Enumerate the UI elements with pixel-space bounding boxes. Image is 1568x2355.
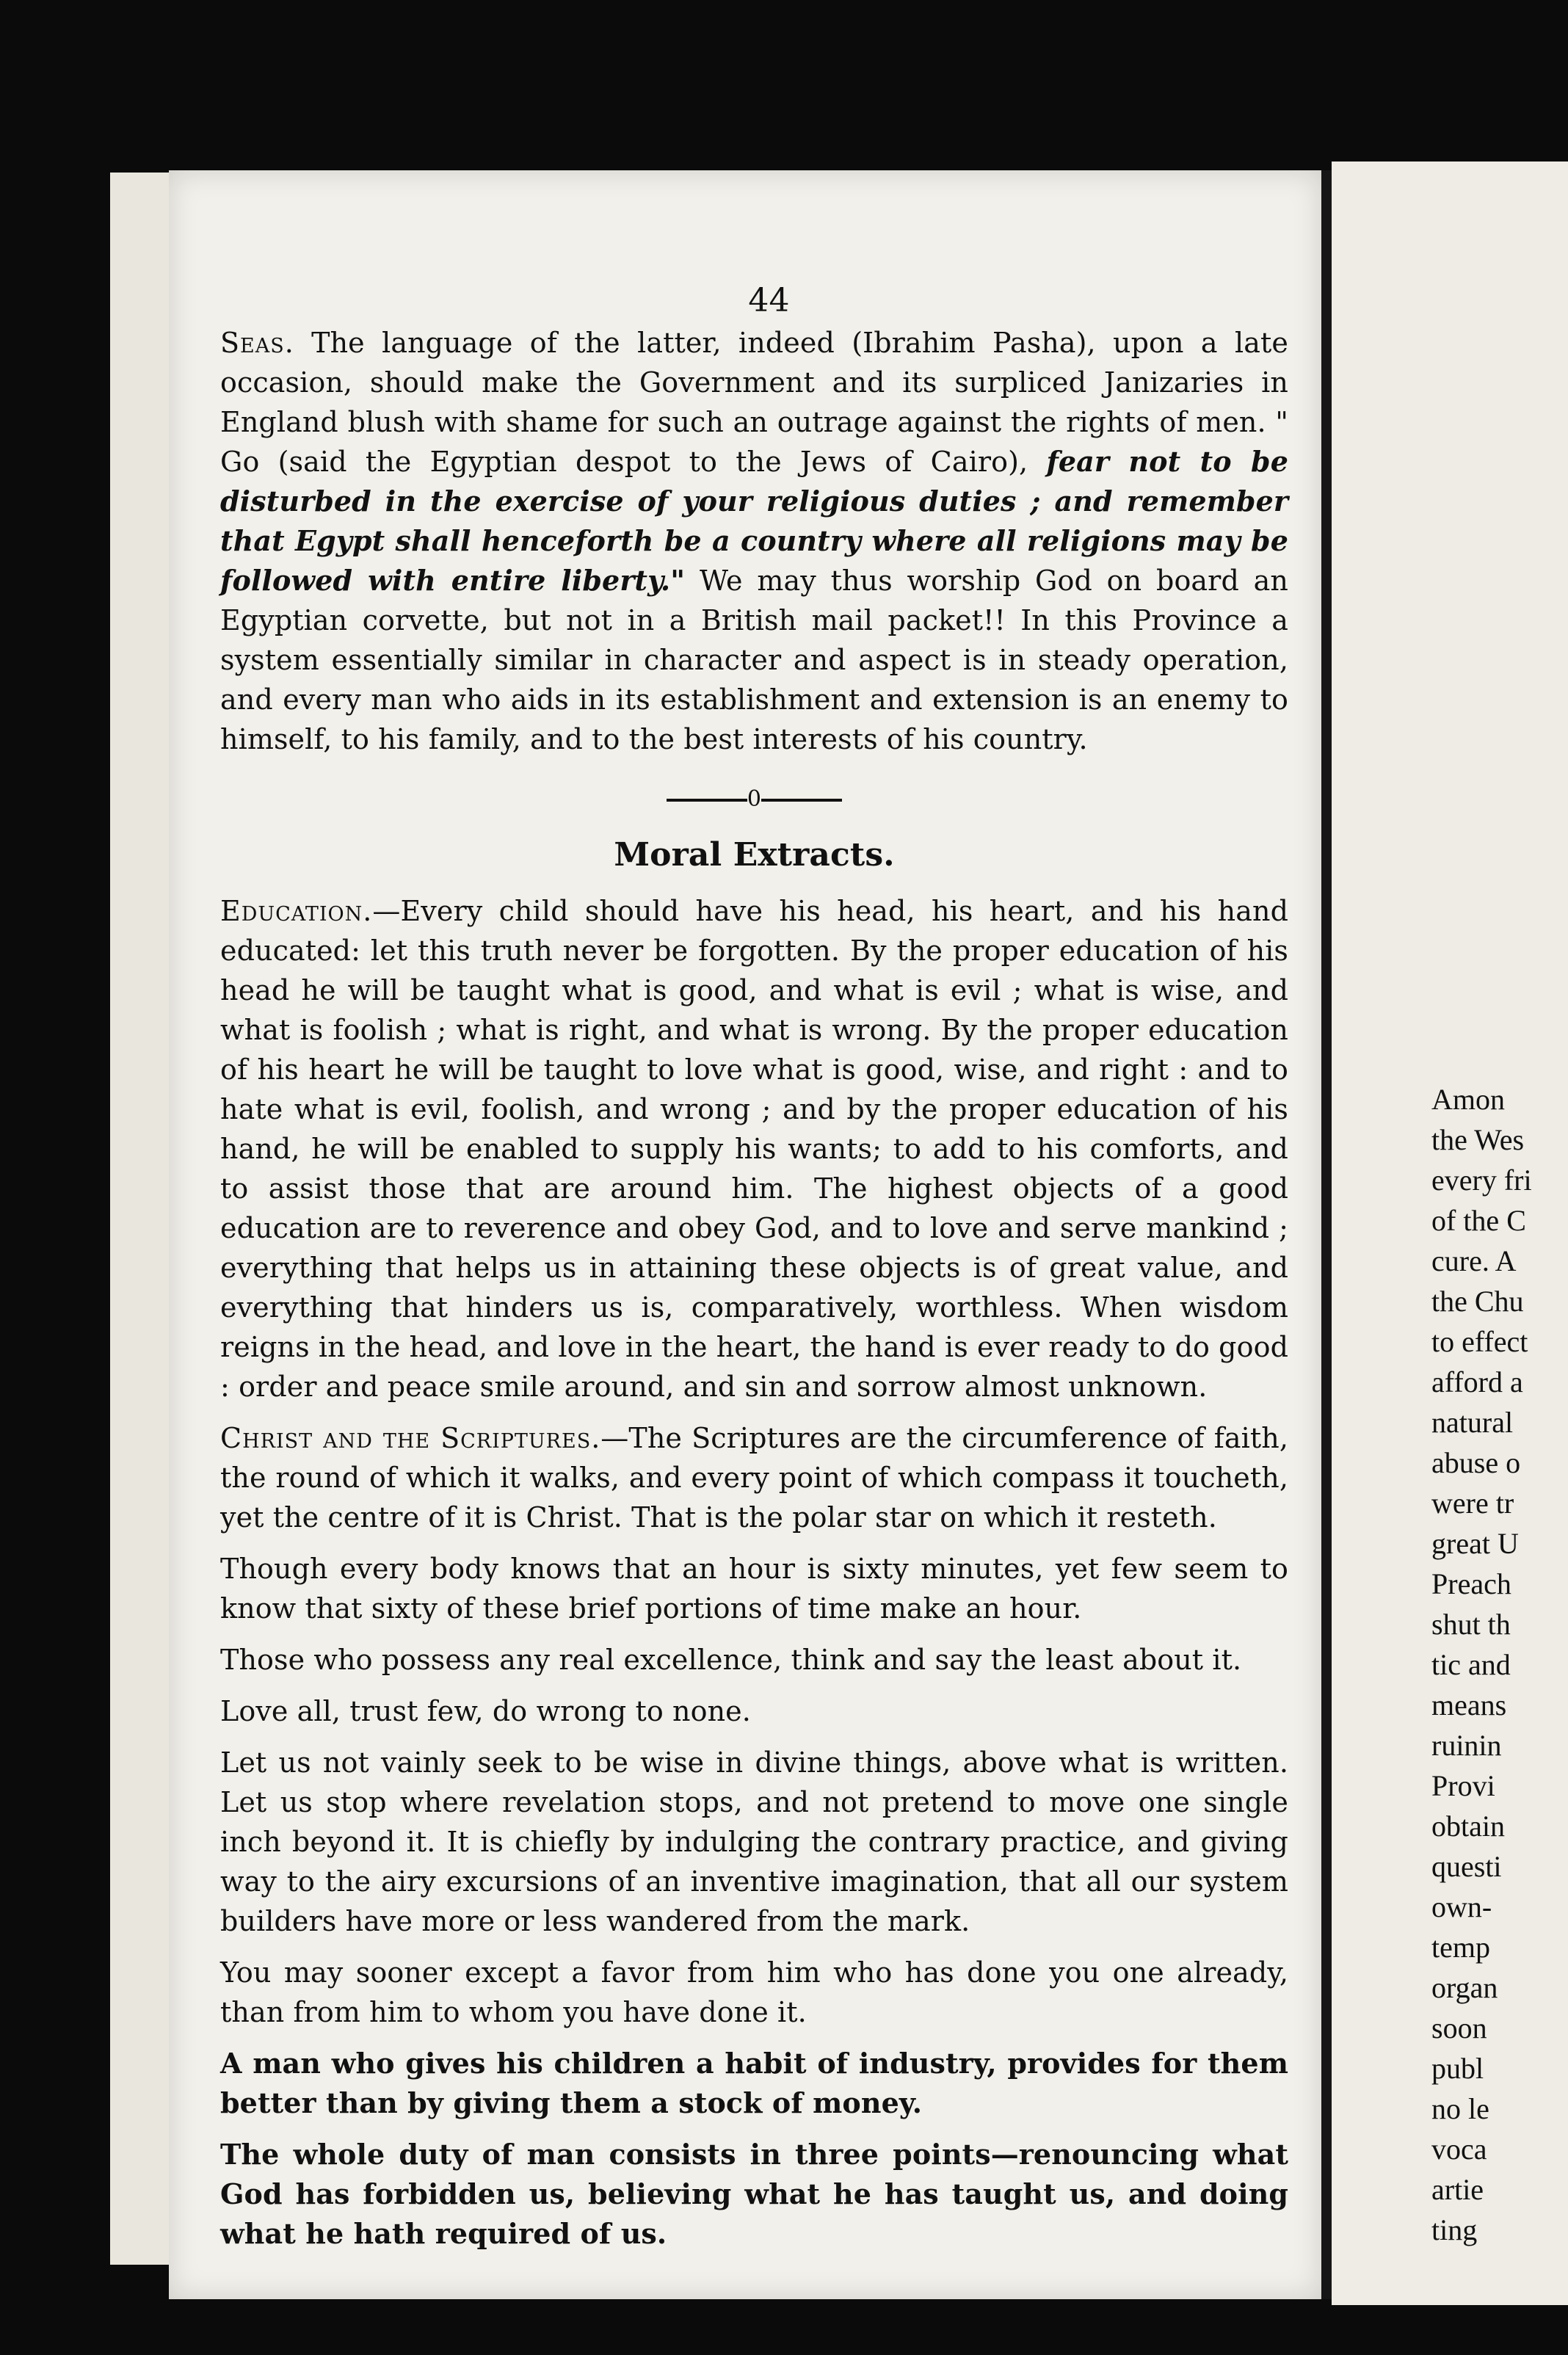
facing-page-line: to effect	[1431, 1325, 1528, 1358]
extract-paragraph	[220, 891, 1288, 1407]
extract-text: Let us not vainly seek to be wise in divine things, above what is written. Let us stop where revelation stops, and not pretend to move one single inch beyond it. It is chiefly by indulging the contrary practice, and giving way to the airy excursions of an inventive imagination, that all our system builders have more or less wandered from the mark.	[220, 1746, 1288, 1937]
facing-page-line: artie	[1431, 2173, 1484, 2206]
facing-page-line: the Wes	[1431, 1123, 1525, 1156]
extract-text: A man who gives his children a habit of industry, provides for them better than by giving them a stock of money.	[220, 2047, 1288, 2119]
facing-page-line: publ	[1431, 2052, 1484, 2085]
facing-page-line: obtain	[1431, 1810, 1505, 1843]
facing-page-line: no le	[1431, 2092, 1489, 2125]
extracts-list	[220, 891, 1288, 2254]
facing-page-line: organ	[1431, 1971, 1498, 2004]
extract-lead: Christ and the Scriptures.	[220, 1422, 601, 1454]
extract-paragraph	[220, 1418, 1288, 1537]
page-content	[220, 279, 1288, 2254]
separator-line-left	[667, 799, 747, 802]
separator-mark: 0	[747, 786, 762, 812]
extract-paragraph	[220, 2135, 1288, 2254]
extract-text: The whole duty of man consists in three points—renouncing what God has forbidden us, believing what he has taught us, and doing what he hath required of us.	[220, 2138, 1288, 2250]
extract-text: You may sooner except a favor from him who has done you one already, than from him to whom you have done it.	[220, 1956, 1288, 2028]
facing-page-line: tic and	[1431, 1648, 1511, 1681]
facing-page-line: ting	[1431, 2213, 1478, 2246]
facing-page-text	[1431, 1079, 1568, 2250]
separator-line-right	[761, 799, 842, 802]
extract-paragraph	[220, 2044, 1288, 2123]
opening-text: The language of the latter, indeed (Ibrahim Pasha), upon a late occasion, should make the Government and its surpliced Janizaries in England blush with shame for such an outrage against the rights of men. " Go (said the Egyptian despot to the Jews of Cairo),	[220, 327, 1288, 478]
facing-page-line: Provi	[1431, 1769, 1495, 1802]
facing-page-line: of the C	[1431, 1204, 1526, 1237]
extract-paragraph	[220, 1953, 1288, 2032]
extract-paragraph	[220, 1549, 1288, 1628]
facing-page-line: shut th	[1431, 1608, 1511, 1641]
facing-page-line: abuse o	[1431, 1446, 1521, 1479]
facing-page-line: ruinin	[1431, 1729, 1502, 1762]
facing-page-line: the Chu	[1431, 1285, 1524, 1318]
facing-page-line: afford a	[1431, 1365, 1523, 1398]
facing-page-line: were tr	[1431, 1487, 1514, 1520]
extract-paragraph	[220, 1640, 1288, 1680]
opening-text-continued: We may thus worship God on board an Egyptian corvette, but not in a British mail packet!! In this Province a system essentially similar in character and aspect is in steady operation, and every man who aids in its establishment and extension is an enemy to himself, to his family, and to the best interests of his country.	[220, 565, 1288, 755]
extract-text: Love all, trust few, do wrong to none.	[220, 1695, 751, 1727]
facing-page-line: voca	[1431, 2133, 1487, 2166]
facing-page-line: Amon	[1431, 1083, 1505, 1116]
opening-lead-word: Seas.	[220, 327, 294, 359]
facing-page-line: cure. A	[1431, 1244, 1517, 1277]
facing-page-line: natural	[1431, 1406, 1514, 1439]
facing-page-line: great U	[1431, 1527, 1519, 1560]
page-number: 44	[748, 282, 790, 319]
opening-italic-quote: fear not to be disturbed in the exercise of your religious duties ; and remember that Egypt shall henceforth be a country where all religions may be followed with entire liberty."	[220, 445, 1289, 597]
facing-page-line: means	[1431, 1688, 1507, 1721]
extract-lead: Education.	[220, 895, 373, 927]
extract-paragraph	[220, 1743, 1288, 1941]
page-gutter	[1321, 170, 1332, 2299]
facing-page-line: every fri	[1431, 1164, 1532, 1197]
section-separator	[220, 780, 1288, 819]
extract-text: Though every body knows that an hour is sixty minutes, yet few seem to know that sixty of these brief portions of time make an hour.	[220, 1553, 1288, 1625]
facing-page-line: own-	[1431, 1890, 1492, 1923]
extract-text: Those who possess any real excellence, think and say the least about it.	[220, 1644, 1242, 1676]
extract-text: —The Scriptures are the circumference of faith, the round of which it walks, and every point of which compass it toucheth, yet the centre of it is Christ. That is the polar star on which it resteth.	[220, 1422, 1288, 1534]
facing-page-line: temp	[1431, 1931, 1490, 1964]
extract-paragraph	[220, 1691, 1288, 1731]
facing-page-line: soon	[1431, 2011, 1487, 2044]
left-page-edge	[110, 173, 176, 2265]
facing-page-line: questi	[1431, 1850, 1502, 1883]
facing-page-line: Preach	[1431, 1567, 1511, 1600]
extract-text: —Every child should have his head, his heart, and his hand educated: let this truth never be forgotten. By the proper education of his head he will be taught what is good, and what is evil ; what is wise, and what is foolish ; what is right, and what is wrong. By the proper education of his heart he will be taught to love what is good, wise, and right : and to hate what is evil, foolish, and wrong ; and by the proper education of his hand, he will be enabled to supply his wants; to add to his comforts, and to assist those that are around him. The highest objects of a good education are to reverence and obey God, and to love and serve mankind ; everything that helps us in attaining these objects is of great value, and everything that hinders us is, comparatively, worthless. When wisdom reigns in the head, and love in the heart, the hand is ever ready to do good : order and peace smile around, and sin and sorrow almost unknown.	[220, 895, 1288, 1403]
section-heading: Moral Extracts.	[614, 836, 895, 874]
opening-paragraph	[220, 323, 1288, 759]
